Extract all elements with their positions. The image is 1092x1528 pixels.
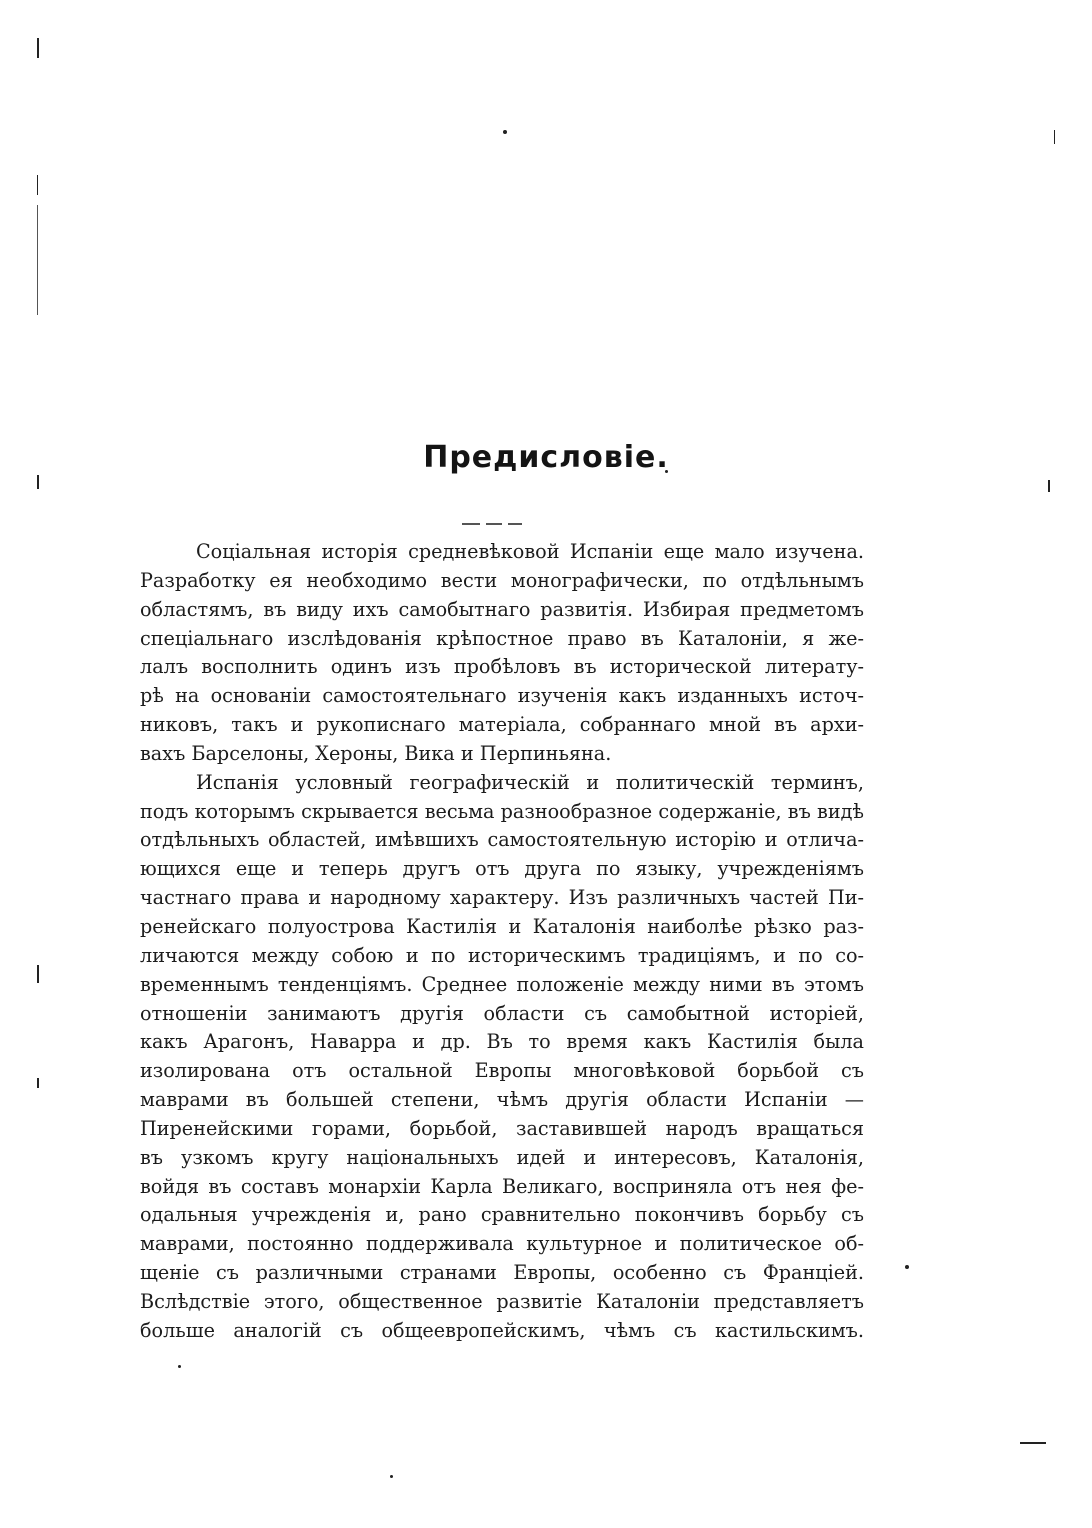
scan-artifact-mark (37, 1078, 39, 1088)
scan-artifact-mark (390, 1475, 393, 1478)
text-line: щеніе съ различными странами Европы, особенно съ Франціей. (140, 1261, 864, 1285)
scan-artifact-mark (1020, 1442, 1046, 1444)
text-line: никовъ, такъ и рукописнаго матеріала, собраннаго мной въ архи- (140, 713, 864, 737)
scan-artifact-mark (37, 38, 39, 58)
text-line: больше аналогій съ общеевропейскимъ, чѣмъ съ кастильскимъ. (140, 1318, 864, 1342)
text-line: областямъ, въ виду ихъ самобытнаго развитія. Избирая предметомъ (140, 597, 864, 621)
scan-artifact-mark (178, 1365, 181, 1368)
text-line: ренейскаго полуострова Кастилія и Каталонія наиболѣе рѣзко раз- (140, 914, 864, 938)
scan-artifact-mark (37, 475, 39, 489)
text-line: подъ которымъ скрывается весьма разнообразное содержаніе, въ видѣ (140, 799, 864, 823)
text-line: отдѣльныхъ областей, имѣвшихъ самостоятельную исторію и отлича- (140, 828, 864, 852)
text-line: какъ Арагонъ, Наварра и др. Въ то время какъ Кастилія была (140, 1030, 864, 1054)
scan-artifact-mark (1054, 130, 1055, 144)
text-line: Соціальная исторія средневѣковой Испаніи еще мало изучена. (196, 540, 864, 563)
text-line: лалъ восполнить одинъ изъ пробѣловъ въ исторической литерату- (140, 655, 864, 679)
scan-artifact-mark (905, 1265, 909, 1269)
text-line: частнаго права и народному характеру. Изъ различныхъ частей Пи- (140, 886, 864, 910)
scan-artifact-mark (503, 130, 507, 134)
text-line: рѣ на основаніи самостоятельнаго изученія какъ изданныхъ источ- (140, 684, 864, 708)
paragraph-2 (140, 769, 864, 1346)
body-text (140, 538, 864, 1346)
text-line: маврами, постоянно поддерживала культурное и политическое об- (140, 1232, 864, 1256)
text-line: ющихся еще и теперь другъ отъ друга по языку, учрежденіямъ (140, 857, 864, 881)
paragraph-1 (140, 538, 864, 769)
title-divider (462, 510, 542, 512)
text-line: одальныя учрежденія и, рано сравнительно покончивъ борьбу съ (140, 1203, 864, 1227)
text-line: вахъ Барселоны, Хероны, Вика и Перпиньяна. (140, 741, 612, 765)
scan-artifact-mark (1048, 480, 1050, 492)
text-line: Разработку ея необходимо вести монографически, по отдѣльнымъ (140, 568, 864, 592)
text-line: временнымъ тенденціямъ. Среднее положеніе между ними въ этомъ (140, 972, 864, 996)
text-line: Пиренейскими горами, борьбой, заставившей народъ вращаться (140, 1116, 864, 1140)
text-line: спеціальнаго изслѣдованія крѣпостное право въ Каталоніи, я же- (140, 626, 864, 650)
text-line: изолирована отъ остальной Европы многовѣковой борьбой съ (140, 1059, 864, 1083)
text-line: войдя въ составъ монархіи Карла Великаго, восприняла отъ нея фе- (140, 1174, 864, 1198)
text-line: личаются между собою и по историческимъ традиціямъ, и по со- (140, 943, 864, 967)
page-title: Предисловіе. (423, 440, 669, 475)
text-line: въ узкомъ кругу національныхъ идей и интересовъ, Каталонія, (140, 1145, 864, 1169)
scan-artifact-mark (37, 965, 39, 983)
text-line: Испанія условный географическій и политическій терминъ, (196, 770, 864, 794)
scan-artifact-mark (37, 175, 38, 195)
text-line: маврами въ большей степени, чѣмъ другія области Испаніи — (140, 1088, 864, 1112)
scan-artifact-mark (37, 205, 38, 315)
text-line: Вслѣдствіе этого, общественное развитіе Каталоніи представляетъ (140, 1289, 864, 1313)
text-line: отношеніи занимаютъ другія области съ самобытной исторіей, (140, 1001, 864, 1025)
